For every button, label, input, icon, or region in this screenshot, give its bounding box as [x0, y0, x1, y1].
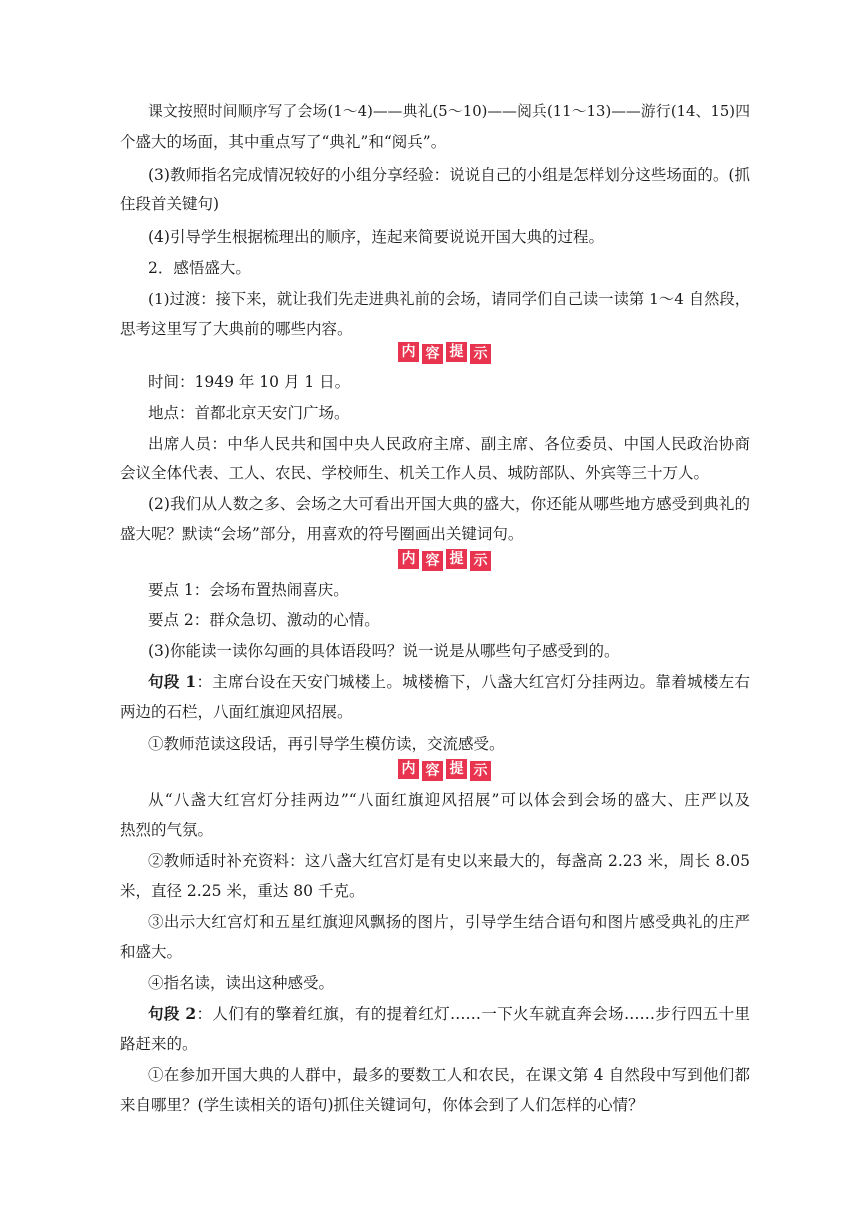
content-hint-badge: [398, 550, 491, 570]
paragraph-line: 和盛大。: [120, 943, 183, 961]
passage-label: 句段 2: [148, 1004, 197, 1023]
badge-char: 提: [446, 549, 467, 569]
badge-char: 容: [422, 761, 443, 781]
paragraph-line: 路赶来的。: [120, 1035, 198, 1053]
paragraph-line: 个盛大的场面，其中重点写了“典礼”和“阅兵”。: [120, 133, 447, 151]
paragraph-line: 出席人员：中华人民共和国中央人民政府主席、副主席、各位委员、中国人民政治协商: [148, 435, 750, 453]
paragraph-line: 时间：1949 年 10 月 1 日。: [148, 373, 351, 391]
paragraph-line: 两边的石栏，八面红旗迎风招展。: [120, 703, 353, 721]
paragraph-line: [148, 672, 750, 692]
paragraph-line: 米，直径 2.25 米，重达 80 千克。: [120, 882, 365, 900]
paragraph-line: ①在参加开国大典的人群中，最多的要数工人和农民，在课文第 4 自然段中写到他们都: [148, 1066, 750, 1084]
paragraph-line: 来自哪里？(学生读相关的语句)抓住关键词句，你体会到了人们怎样的心情？: [120, 1096, 644, 1114]
paragraph-line: 盛大呢？默读“会场”部分，用喜欢的符号圈画出关键词句。: [120, 525, 524, 543]
passage-label: 句段 1: [148, 672, 197, 691]
content-hint-badge: [398, 343, 491, 363]
paragraph-line: (2)我们从人数之多、会场之大可看出开国大典的盛大，你还能从哪些地方感受到典礼的: [148, 495, 750, 513]
paragraph-line: (3)你能读一读你勾画的具体语段吗？说一说是从哪些句子感受到的。: [148, 642, 620, 660]
badge-char: 提: [446, 759, 467, 779]
badge-char: 示: [470, 761, 491, 781]
badge-char: 示: [470, 344, 491, 364]
content-hint-badge: [398, 760, 491, 780]
section-heading: 2．感悟盛大。: [148, 259, 251, 277]
passage-text: ：人们有的擎着红旗，有的提着红灯……一下火车就直奔会场……步行四五十里: [196, 1005, 750, 1023]
paragraph-line: (1)过渡：接下来，就让我们先走进典礼前的会场，请同学们自己读一读第 1～4 自然段，: [148, 290, 750, 308]
paragraph-line: ①教师范读这段话，再引导学生模仿读，交流感受。: [148, 735, 505, 753]
paragraph-line: 住段首关键句): [120, 195, 220, 213]
paragraph-line: ③出示大红宫灯和五星红旗迎风飘扬的图片，引导学生结合语句和图片感受典礼的庄严: [148, 913, 750, 931]
paragraph-line: 要点 2：群众急切、激动的心情。: [148, 611, 380, 629]
paragraph-line: ④指名读，读出这种感受。: [148, 974, 335, 992]
badge-char: 示: [470, 551, 491, 571]
badge-char: 容: [422, 551, 443, 571]
badge-char: 提: [446, 342, 467, 362]
paragraph-line: 会议全体代表、工人、农民、学校师生、机关工作人员、城防部队、外宾等三十万人。: [120, 464, 710, 482]
paragraph-line: ②教师适时补充资料：这八盏大红宫灯是有史以来最大的，每盏高 2.23 米，周长 8.05: [148, 852, 750, 870]
passage-text: ：主席台设在天安门城楼上。城楼檐下，八盏大红宫灯分挂两边。靠着城楼左右: [196, 673, 750, 691]
paragraph-line: [148, 1004, 750, 1024]
paragraph-line: (4)引导学生根据梳理出的顺序，连起来简要说说开国大典的过程。: [148, 228, 604, 246]
badge-char: 容: [422, 344, 443, 364]
paragraph-line: 要点 1：会场布置热闹喜庆。: [148, 581, 349, 599]
badge-char: 内: [398, 549, 419, 569]
badge-char: 内: [398, 342, 419, 362]
paragraph-line: (3)教师指名完成情况较好的小组分享经验：说说自己的小组是怎样划分这些场面的。(抓: [148, 166, 750, 184]
paragraph-line: 课文按照时间顺序写了会场(1～4)——典礼(5～10)——阅兵(11～13)——游行(14、15)四: [148, 103, 750, 120]
paragraph-line: 从“八盏大红宫灯分挂两边”“八面红旗迎风招展”可以体会到会场的盛大、庄严以及: [148, 791, 750, 809]
paragraph-line: 热烈的气氛。: [120, 821, 214, 839]
badge-char: 内: [398, 759, 419, 779]
paragraph-line: 思考这里写了大典前的哪些内容。: [120, 320, 353, 338]
paragraph-line: 地点：首都北京天安门广场。: [148, 404, 350, 422]
